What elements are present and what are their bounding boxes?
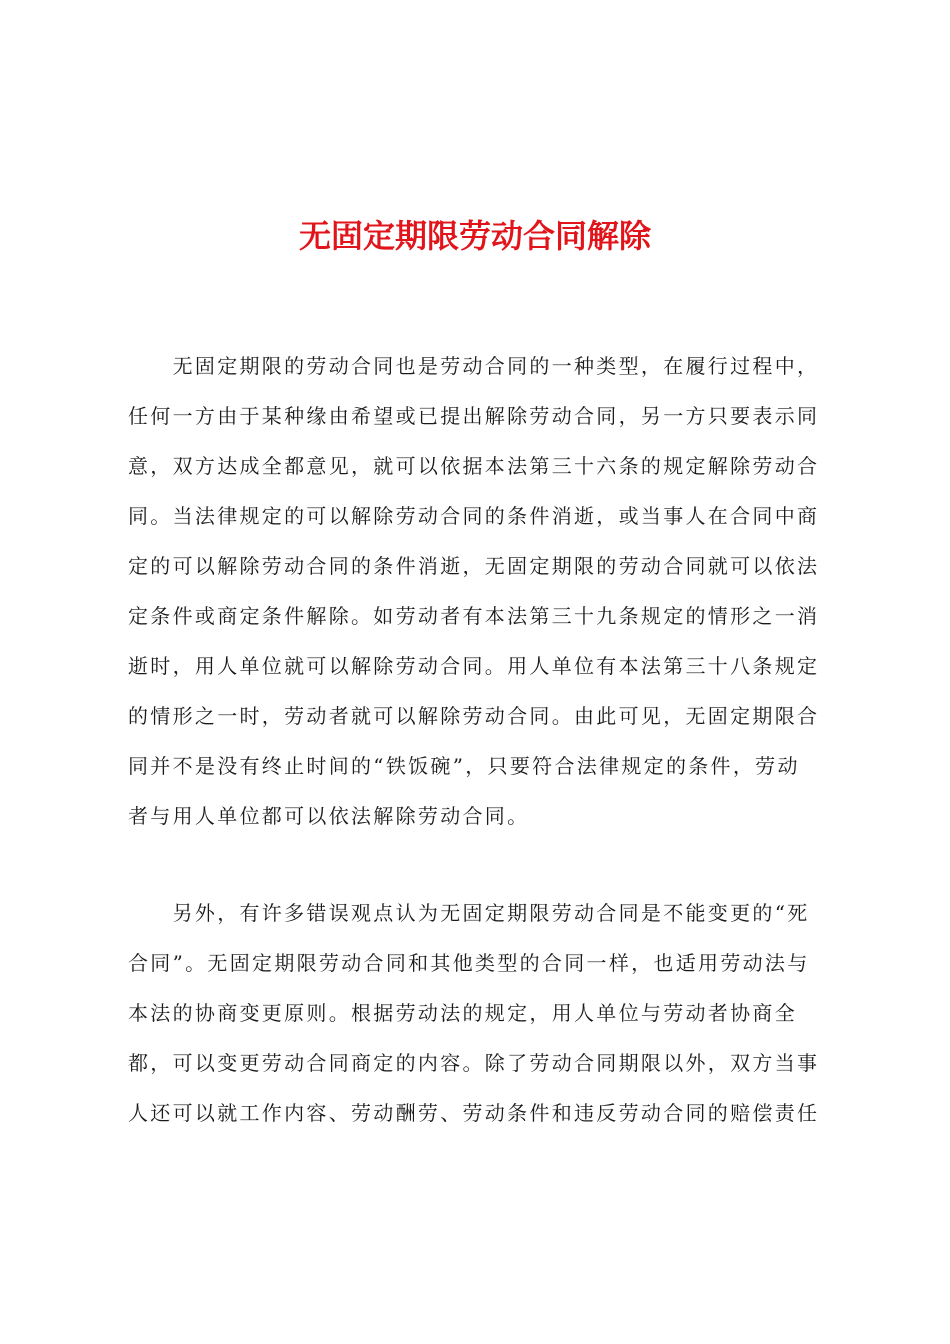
paragraph-1 [128, 341, 828, 841]
paragraph-line: 无固定期限的劳动合同也是劳动合同的一种类型，在履行过程中， [128, 354, 820, 378]
paragraph-line: 合同”。无固定期限劳动合同和其他类型的合同一样，也适用劳动法与 [128, 951, 810, 975]
paragraph-line: 都，可以变更劳动合同商定的内容。除了劳动合同期限以外，双方当事 [128, 1051, 820, 1075]
paragraph-line: 意，双方达成全都意见，就可以依据本法第三十六条的规定解除劳动合 [128, 454, 820, 478]
paragraph-line: 者与用人单位都可以依法解除劳动合同。 [128, 804, 530, 828]
document-title: 无固定期限劳动合同解除 [298, 217, 651, 255]
paragraph-line: 人还可以就工作内容、劳动酬劳、劳动条件和违反劳动合同的赔偿责任 [128, 1101, 820, 1125]
paragraph-line: 定的可以解除劳动合同的条件消逝，无固定期限的劳动合同就可以依法 [128, 554, 820, 578]
paragraph-line: 逝时，用人单位就可以解除劳动合同。用人单位有本法第三十八条规定 [128, 654, 820, 678]
paragraph-2 [128, 888, 828, 1138]
paragraph-line: 同。当法律规定的可以解除劳动合同的条件消逝，或当事人在合同中商 [128, 504, 820, 528]
paragraph-line: 另外，有许多错误观点认为无固定期限劳动合同是不能变更的“死 [128, 901, 810, 925]
paragraph-line: 同并不是没有终止时间的“铁饭碗”，只要符合法律规定的条件，劳动 [128, 754, 800, 778]
paragraph-line: 定条件或商定条件解除。如劳动者有本法第三十九条规定的情形之一消 [128, 604, 820, 628]
paragraph-line: 的情形之一时，劳动者就可以解除劳动合同。由此可见，无固定期限合 [128, 704, 820, 728]
paragraph-line: 任何一方由于某种缘由希望或已提出解除劳动合同，另一方只要表示同 [128, 404, 820, 428]
paragraph-line: 本法的协商变更原则。根据劳动法的规定，用人单位与劳动者协商全 [128, 1001, 797, 1025]
